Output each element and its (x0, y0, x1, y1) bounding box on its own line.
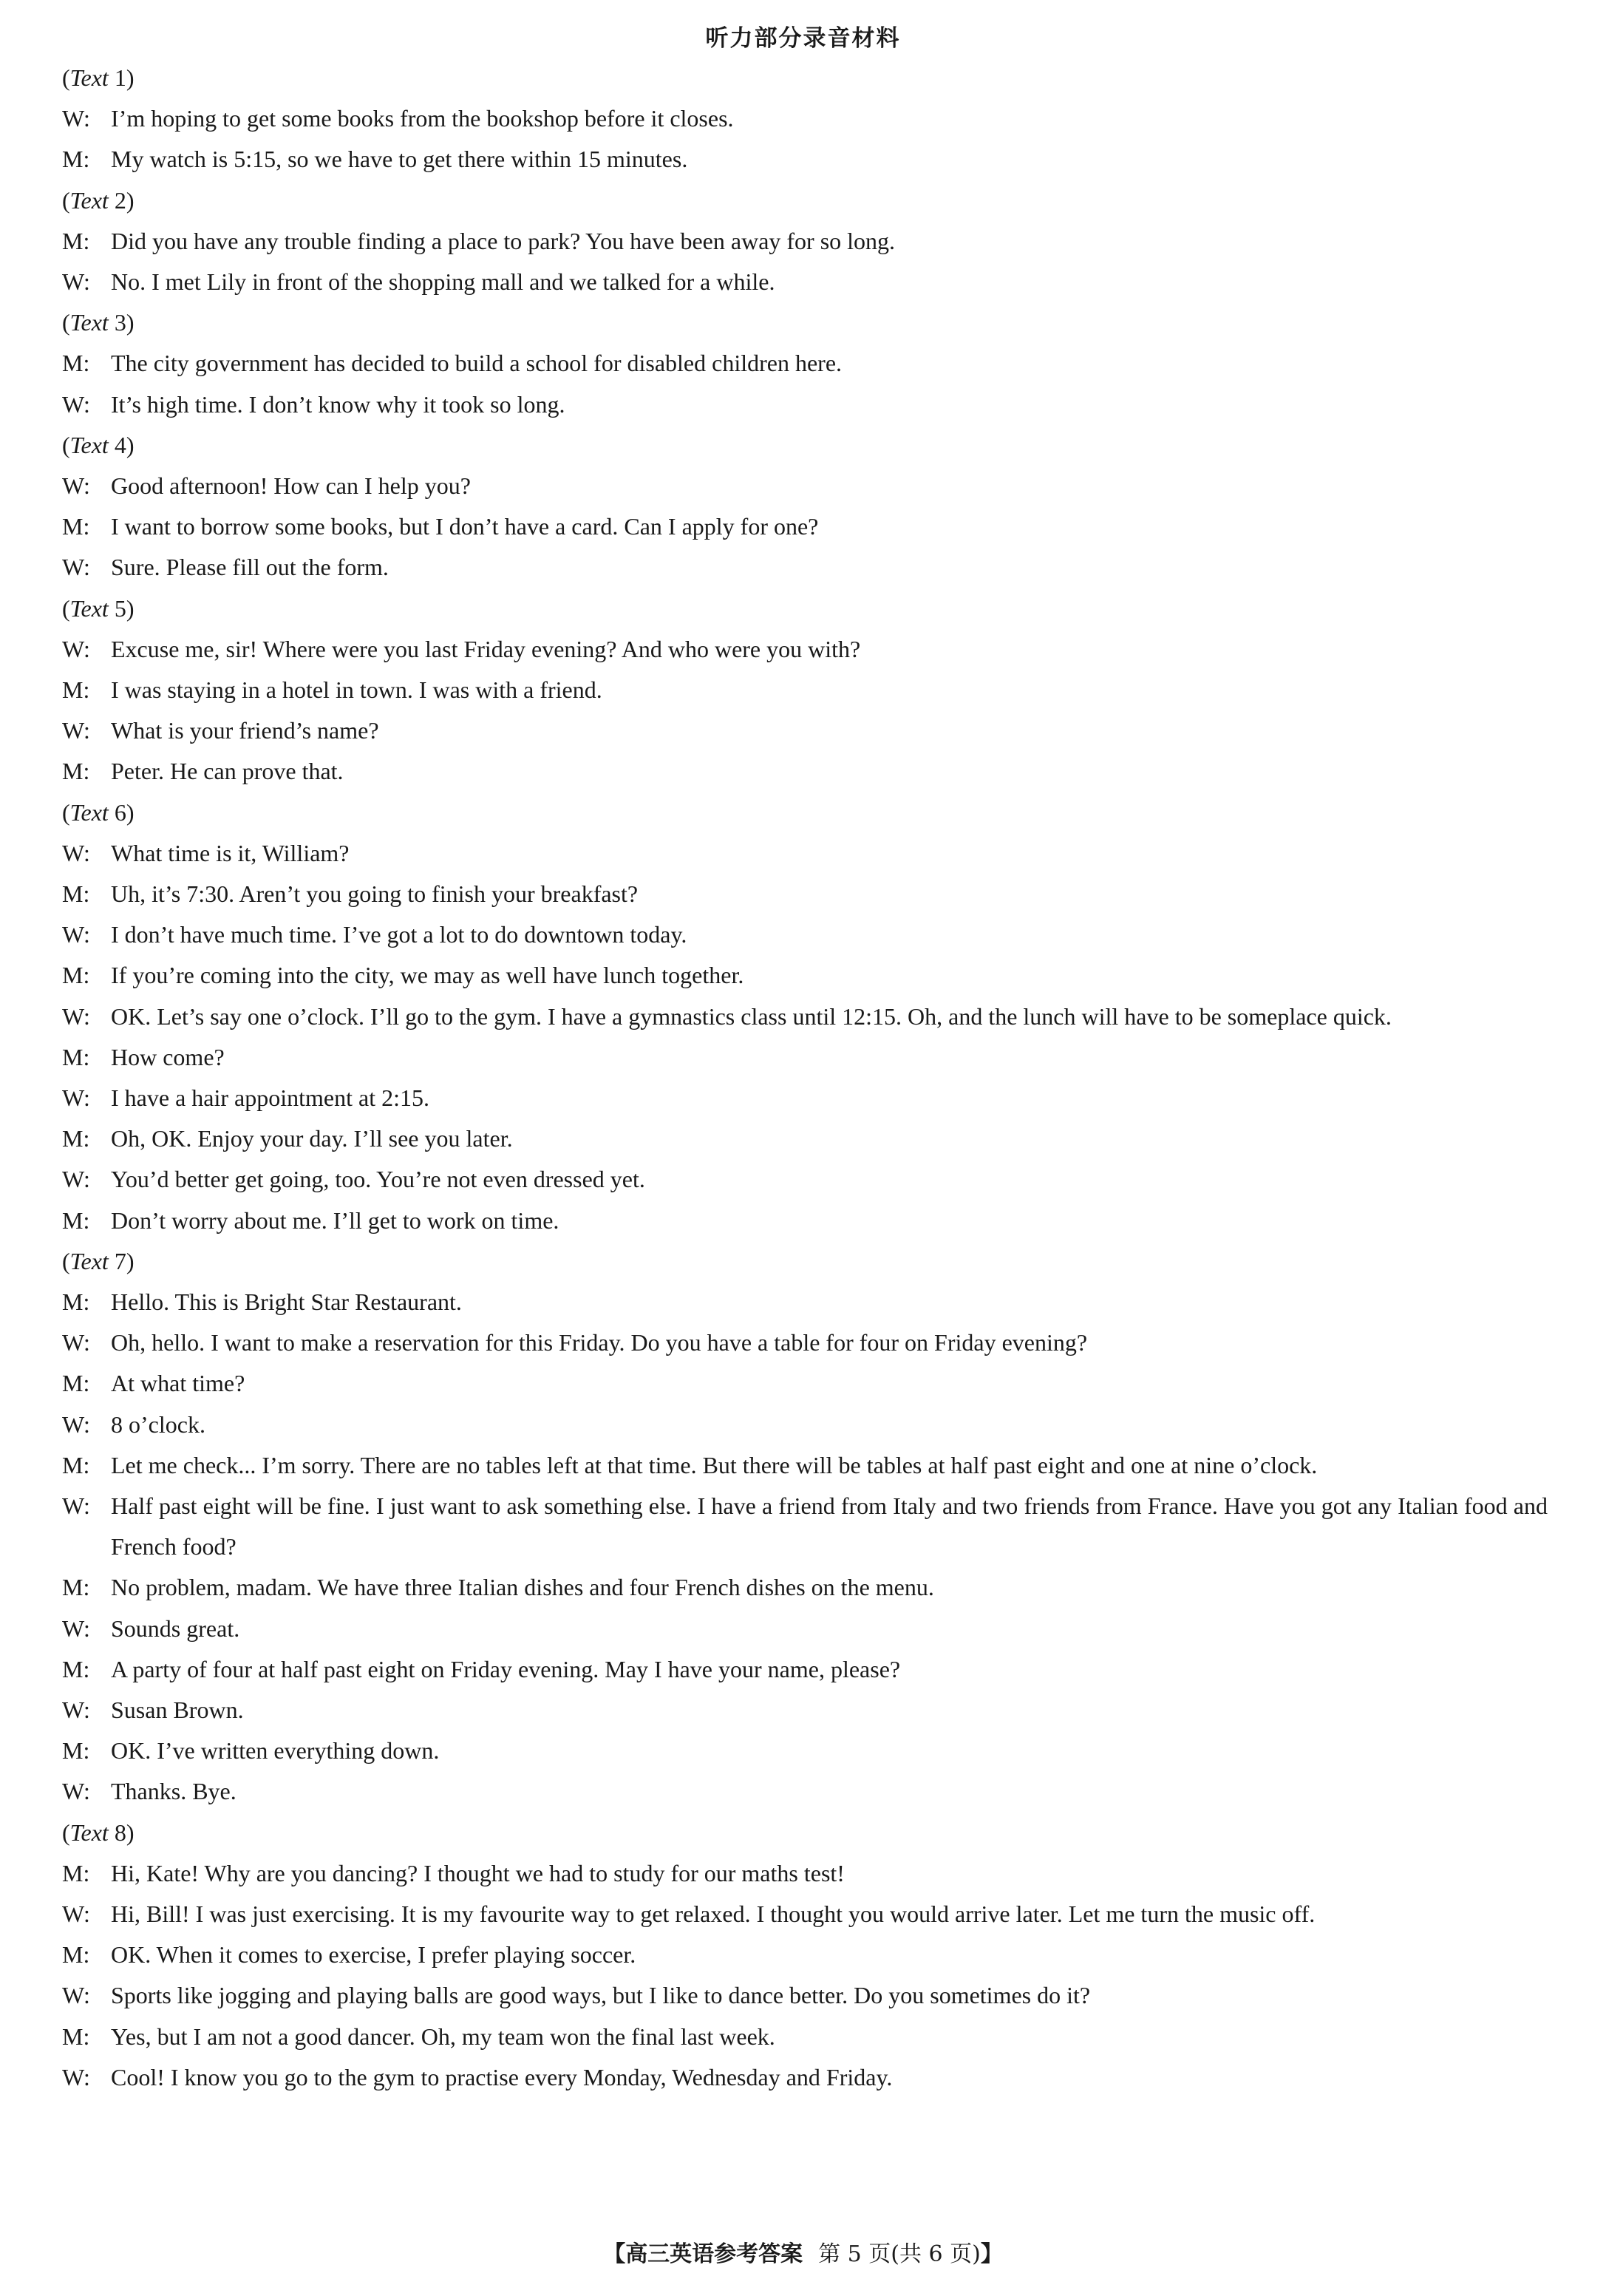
dialogue-text: At what time? (111, 1370, 245, 1397)
section-number: 1 (114, 64, 126, 91)
speaker-label: M: (62, 880, 90, 907)
footer-subject: 高三英语参考答案 (625, 2241, 803, 2267)
section-label-word: Text (69, 186, 109, 214)
speaker-label: M: (62, 1574, 90, 1601)
dialogue-text: Sports like jogging and playing balls are good ways, but I like to dance better. Do you sometimes do it? (111, 1982, 1091, 2009)
text-section-label: (Text 4) (62, 431, 135, 458)
dialogue-text: I was staying in a hotel in town. I was with a friend. (111, 676, 602, 703)
dialogue-turn (62, 1078, 1548, 1118)
dialogue-turn (62, 2017, 1548, 2057)
dialogue-text: Half past eight will be fine. I just want to ask something else. I have a friend from Italy and two friends from France. Have you got any Italian food and French food? (111, 1492, 1548, 1560)
dialogue-text: I want to borrow some books, but I don’t have a card. Can I apply for one? (111, 513, 819, 540)
speaker-label: M: (62, 1206, 90, 1234)
dialogue-turn (62, 1486, 1548, 1567)
text-section-label: (Text 7) (62, 1247, 135, 1274)
dialogue-turn (62, 670, 1548, 710)
dialogue-text: Did you have any trouble finding a place to park? You have been away for so long. (111, 227, 896, 254)
text-section-label: (Text 3) (62, 309, 135, 336)
dialogue-text: Oh, hello. I want to make a reservation for this Friday. Do you have a table for four on Friday evening? (111, 1329, 1088, 1356)
speaker-label: W: (62, 1901, 90, 1928)
speaker-label: W: (62, 1982, 90, 2009)
dialogue-turn (62, 874, 1548, 914)
dialogue-turn (62, 1118, 1548, 1159)
speaker-label: M: (62, 1655, 90, 1682)
speaker-label: M: (62, 962, 90, 989)
dialogue-turn (62, 547, 1548, 588)
speaker-label: W: (62, 1492, 90, 1519)
dialogue-text: You’d better get going, too. You’re not even dressed yet. (111, 1166, 645, 1193)
dialogue-turn (62, 384, 1548, 425)
dialogue-text: Hi, Bill! I was just exercising. It is my favourite way to get relaxed. I thought you would arrive later. Let me turn the music off. (111, 1901, 1316, 1928)
text-section-label: (Text 2) (62, 186, 135, 214)
dialogue-turn (62, 1037, 1548, 1078)
speaker-label: W: (62, 105, 90, 132)
dialogue-turn (62, 1405, 1548, 1445)
speaker-label: M: (62, 1125, 90, 1152)
section-label-word: Text (69, 64, 109, 91)
dialogue-text: Let me check... I’m sorry. There are no tables left at that time. But there will be tables at half past eight and one at nine o’clock. (111, 1451, 1318, 1478)
dialogue-turn (62, 1935, 1548, 1975)
dialogue-text: OK. I’ve written everything down. (111, 1737, 440, 1765)
page-title: 听力部分录音材料 (705, 25, 901, 52)
speaker-label: W: (62, 268, 90, 295)
dialogue-text: Sure. Please fill out the form. (111, 554, 389, 581)
dialogue-text: Excuse me, sir! Where were you last Friday evening? And who were you with? (111, 635, 861, 662)
speaker-label: W: (62, 717, 90, 744)
speaker-label: M: (62, 676, 90, 703)
dialogue-turn (62, 1894, 1548, 1935)
dialogue-turn (62, 1731, 1548, 1771)
speaker-label: M: (62, 2022, 90, 2050)
footer-page-number: 第 5 页(共 6 页) (818, 2241, 981, 2267)
dialogue-turn (62, 262, 1548, 302)
dialogue-text: Don’t worry about me. I’ll get to work on time. (111, 1206, 559, 1234)
speaker-label: M: (62, 350, 90, 377)
dialogue-turn (62, 1159, 1548, 1200)
speaker-label: W: (62, 554, 90, 581)
speaker-label: M: (62, 1043, 90, 1070)
dialogue-turn (62, 1853, 1548, 1894)
speaker-label: M: (62, 146, 90, 173)
speaker-label: M: (62, 227, 90, 254)
dialogue-text: What is your friend’s name? (111, 717, 379, 744)
dialogue-text: Sounds great. (111, 1614, 240, 1642)
dialogue-turn (62, 629, 1548, 670)
text-section-label: (Text 8) (62, 1818, 135, 1846)
speaker-label: W: (62, 921, 90, 948)
dialogue-turn (62, 343, 1548, 384)
dialogue-text: Cool! I know you go to the gym to practise every Monday, Wednesday and Friday. (111, 2063, 893, 2090)
dialogue-turn (62, 751, 1548, 792)
speaker-label: M: (62, 1737, 90, 1765)
section-label-word: Text (69, 309, 109, 336)
section-label-word: Text (69, 798, 109, 826)
dialogue-text: OK. When it comes to exercise, I prefer playing soccer. (111, 1941, 636, 1969)
dialogue-turn (62, 1609, 1548, 1649)
speaker-label: W: (62, 839, 90, 866)
dialogue-text: Thanks. Bye. (111, 1778, 237, 1805)
dialogue-turn (62, 914, 1548, 955)
dialogue-text: If you’re coming into the city, we may as well have lunch together. (111, 962, 744, 989)
dialogue-turn (62, 1282, 1548, 1322)
speaker-label: M: (62, 758, 90, 785)
section-number: 8 (114, 1818, 126, 1846)
page-footer (0, 2235, 1606, 2268)
dialogue-turn (62, 2057, 1548, 2098)
speaker-label: M: (62, 1451, 90, 1478)
speaker-label: W: (62, 635, 90, 662)
dialogue-turn (62, 1322, 1548, 1363)
dialogue-text: I don’t have much time. I’ve got a lot to do downtown today. (111, 921, 687, 948)
speaker-label: W: (62, 1166, 90, 1193)
text-section-label: (Text 6) (62, 798, 135, 826)
dialogue-turn (62, 506, 1548, 547)
section-number: 2 (114, 186, 126, 214)
dialogue-text: It’s high time. I don’t know why it took so long. (111, 390, 565, 418)
dialogue-text: Uh, it’s 7:30. Aren’t you going to finish your breakfast? (111, 880, 639, 907)
dialogue-text: OK. Let’s say one o’clock. I’ll go to the gym. I have a gymnastics class until 12:15. Oh, and the lunch will have to be someplace quick. (111, 1002, 1392, 1030)
dialogue-turn (62, 1445, 1548, 1486)
speaker-label: W: (62, 1410, 90, 1438)
dialogue-text: Good afternoon! How can I help you? (111, 472, 471, 499)
section-label-word: Text (69, 1247, 109, 1274)
dialogue-turn (62, 139, 1548, 180)
dialogue-turn (62, 996, 1548, 1037)
dialogue-text: The city government has decided to build a school for disabled children here. (111, 350, 843, 377)
dialogue-turn (62, 1690, 1548, 1731)
dialogue-turn (62, 833, 1548, 874)
dialogue-turn (62, 466, 1548, 506)
speaker-label: M: (62, 1288, 90, 1315)
dialogue-text: No. I met Lily in front of the shopping mall and we talked for a while. (111, 268, 775, 295)
dialogue-text: Hi, Kate! Why are you dancing? I thought we had to study for our maths test! (111, 1859, 845, 1886)
footer-open-bracket: 【 (603, 2241, 626, 2267)
dialogue-text: My watch is 5:15, so we have to get there within 15 minutes. (111, 146, 688, 173)
dialogue-turn (62, 710, 1548, 751)
text-section-label: (Text 5) (62, 594, 135, 622)
dialogue-turn (62, 955, 1548, 996)
dialogue-turn (62, 1567, 1548, 1608)
speaker-label: M: (62, 513, 90, 540)
dialogue-turn (62, 98, 1548, 139)
speaker-label: W: (62, 1696, 90, 1724)
dialogue-text: I have a hair appointment at 2:15. (111, 1084, 429, 1111)
speaker-label: M: (62, 1370, 90, 1397)
section-label-word: Text (69, 1818, 109, 1846)
section-number: 6 (114, 798, 126, 826)
dialogue-text: What time is it, William? (111, 839, 350, 866)
dialogue-turn (62, 1200, 1548, 1241)
dialogue-text: No problem, madam. We have three Italian dishes and four French dishes on the menu. (111, 1574, 934, 1601)
section-number: 3 (114, 309, 126, 336)
speaker-label: W: (62, 472, 90, 499)
speaker-label: M: (62, 1941, 90, 1969)
footer-close-bracket: 】 (980, 2241, 1003, 2267)
dialogue-text: A party of four at half past eight on Friday evening. May I have your name, please? (111, 1655, 901, 1682)
dialogue-turn (62, 1649, 1548, 1690)
section-label-word: Text (69, 431, 109, 458)
dialogue-turn (62, 1363, 1548, 1404)
text-section-label: (Text 1) (62, 64, 135, 91)
dialogue-text: Yes, but I am not a good dancer. Oh, my team won the final last week. (111, 2022, 775, 2050)
section-number: 7 (114, 1247, 126, 1274)
speaker-label: W: (62, 2063, 90, 2090)
speaker-label: W: (62, 1002, 90, 1030)
dialogue-text: How come? (111, 1043, 225, 1070)
dialogue-text: Susan Brown. (111, 1696, 244, 1724)
dialogue-turn (62, 1771, 1548, 1812)
dialogue-text: Oh, OK. Enjoy your day. I’ll see you later. (111, 1125, 513, 1152)
section-label-word: Text (69, 594, 109, 622)
speaker-label: W: (62, 1614, 90, 1642)
speaker-label: W: (62, 1778, 90, 1805)
section-number: 4 (114, 431, 126, 458)
speaker-label: W: (62, 390, 90, 418)
dialogue-text: Hello. This is Bright Star Restaurant. (111, 1288, 462, 1315)
speaker-label: W: (62, 1329, 90, 1356)
dialogue-turn (62, 221, 1548, 262)
section-number: 5 (114, 594, 126, 622)
dialogue-turn (62, 1975, 1548, 2016)
speaker-label: M: (62, 1859, 90, 1886)
speaker-label: W: (62, 1084, 90, 1111)
dialogue-text: 8 o’clock. (111, 1410, 205, 1438)
dialogue-text: I’m hoping to get some books from the bookshop before it closes. (111, 105, 734, 132)
transcript-body (62, 58, 1548, 2098)
dialogue-text: Peter. He can prove that. (111, 758, 344, 785)
